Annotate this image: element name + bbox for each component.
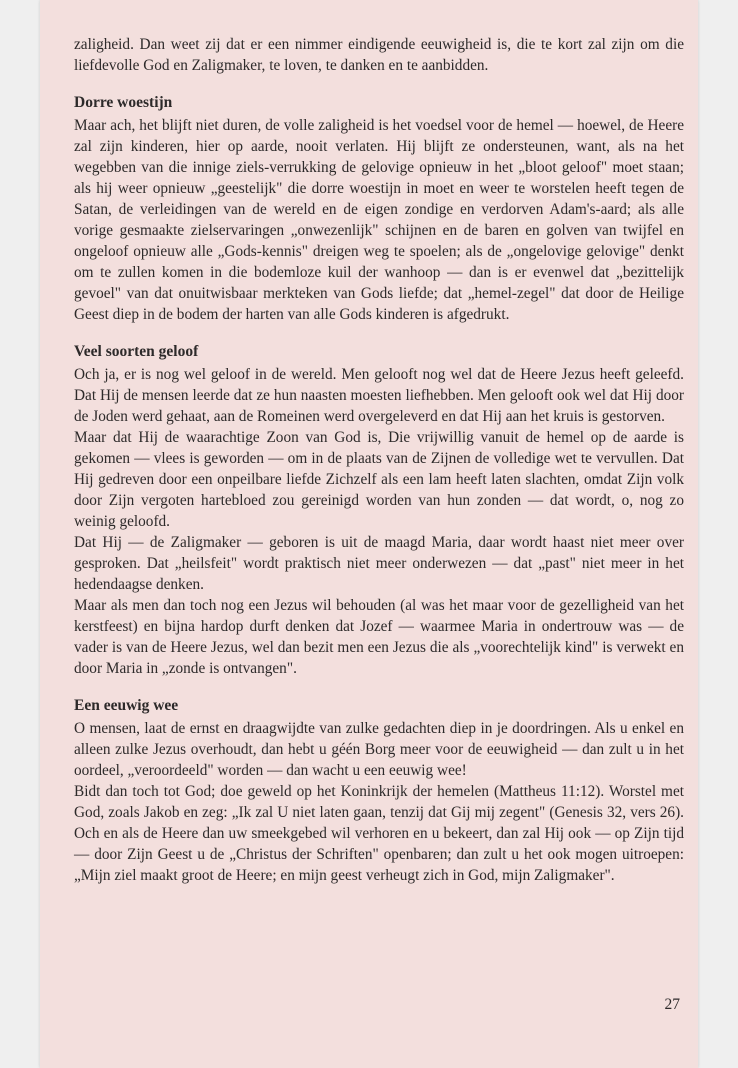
- section-paragraph: O mensen, laat de ernst en draagwijdte van zulke gedachten diep in je doordringen. Als u enkel en alleen zulke Jezus overhoudt, dan hebt u géén Borg meer voor de eeuwigheid — dan zult u in het oordeel, „veroordeeld" worden — dan wacht u een eeuwig wee!: [74, 720, 684, 779]
- section-heading-een-eeuwig-wee: Een eeuwig wee: [74, 697, 179, 714]
- section-paragraph: Maar dat Hij de waarachtige Zoon van God is, Die vrijwillig vanuit de hemel op de aarde is gekomen — vlees is geworden — om in de plaats van de Zijnen de volledige wet te vervullen. Dat Hij gedreven door een onpeilbare liefde Zichzelf als een lam heeft laten slachten, omdat Zijn volk door Zijn vergoten hartebloed zou gereinigd worden van hun zonden — dat wordt, o, nog zo weinig geloofd.: [74, 429, 684, 530]
- section-paragraph: Bidt dan toch tot God; doe geweld op het Koninkrijk der hemelen (Mattheus 11:12). Worstel met God, zoals Jakob en zeg: „Ik zal U niet laten gaan, tenzij dat Gij mij zegent" (Genesis 32, vers 26). Och en als de Heere dan uw smeekgebed wil verhoren en u bekeert, dan zal Hij ook — op Zijn tijd — door Zijn Geest u de „Christus der Schriften" openbaren; dan zult u het ook mogen uitroepen: „Mijn ziel maakt groot de Heere; en mijn geest verheugt zich in God, mijn Zaligmaker".: [74, 783, 684, 884]
- section-paragraph: Maar ach, het blijft niet duren, de volle zaligheid is het voedsel voor de hemel — hoewel, de Heere zal zijn kinderen, hier op aarde, nooit verlaten. Hij blijft ze ondersteunen, want, als na het wegebben van die innige ziels-verrukking de gelovige opnieuw in het „bloot geloof" moet staan; als hij weer opnieuw „geestelijk" die dorre woestijn in moet en weer te worstelen heeft tegen de Satan, de verleidingen van de wereld en de eigen zondige en verdorven Adam's-aard; als alle vorige gesmaakte zielservaringen „onwezenlijk" schijnen en de baren en golven van twijfel en ongeloof opnieuw alle „Gods-kennis" dreigen weg te spoelen; als de „ongelovige gelovige" denkt om te zullen komen in die bodemloze kuil der wanhoop — dan is er evenwel dat „bezittelijk gevoel" van dat onuitwisbaar merkteken van Gods liefde; dat „hemel-zegel" dat door de Heilige Geest diep in de bodem der harten van alle Gods kinderen is afgedrukt.: [74, 117, 684, 323]
- section-heading-veel-soorten-geloof: Veel soorten geloof: [74, 343, 199, 360]
- intro-paragraph: zaligheid. Dan weet zij dat er een nimmer eindigende eeuwigheid is, die te kort zal zijn om die liefdevolle God en Zaligmaker, te loven, te danken en te aanbidden.: [74, 36, 684, 74]
- section-heading-dorre-woestijn: Dorre woestijn: [74, 94, 173, 111]
- section-paragraph: Dat Hij — de Zaligmaker — geboren is uit de maagd Maria, daar wordt haast niet meer over gesproken. Dat „heilsfeit" wordt praktisch niet meer onderwezen — dat „past" niet meer in het hedendaagse denken.: [74, 534, 684, 593]
- section-paragraph: Maar als men dan toch nog een Jezus wil behouden (al was het maar voor de gezelligheid van het kerstfeest) en bijna hardop durft denken dat Jozef — waarmee Maria in ondertrouw was — de vader is van de Heere Jezus, wel dan bezit men een Jezus die als „voorechtelijk kind" is verwekt en door Maria in „zonde is ontvangen".: [74, 597, 684, 677]
- page-number: 27: [664, 996, 680, 1013]
- section-paragraph: Och ja, er is nog wel geloof in de wereld. Men gelooft nog wel dat de Heere Jezus heeft geleefd. Dat Hij de mensen leerde dat ze hun naasten moesten liefhebben. Men gelooft ook wel dat Hij door de Joden werd gehaat, aan de Romeinen werd overgeleverd en dat Hij aan het kruis is gestorven.: [74, 366, 684, 425]
- page-content: [74, 34, 684, 886]
- book-page: [40, 0, 698, 1068]
